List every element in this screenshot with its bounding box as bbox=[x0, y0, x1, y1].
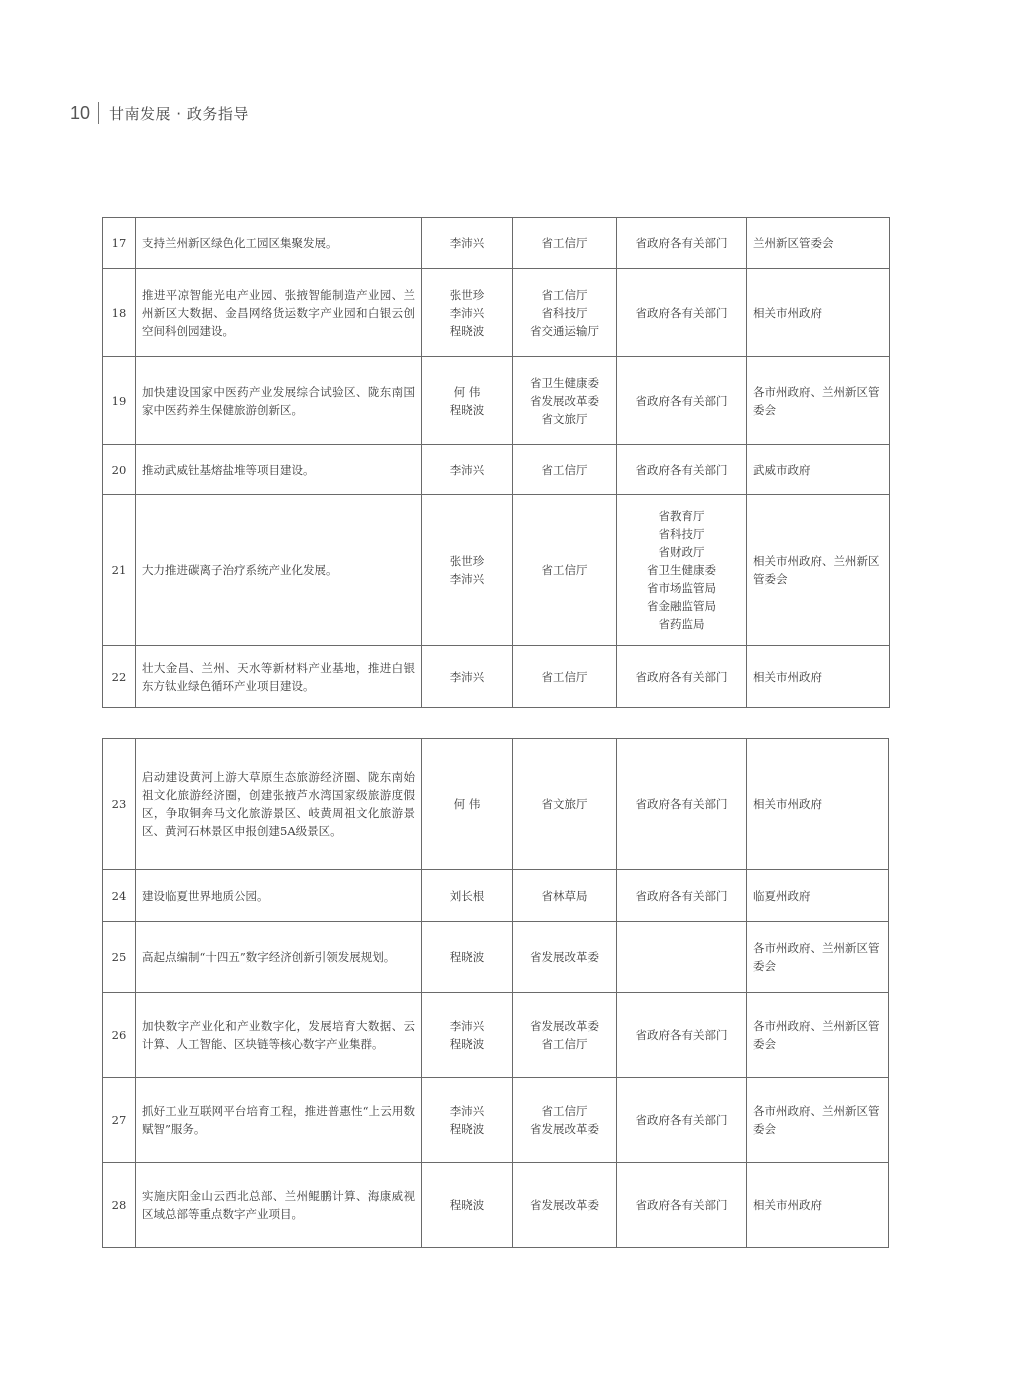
row-number: 24 bbox=[103, 870, 136, 922]
responsible-leader: 李沛兴 bbox=[422, 646, 513, 708]
responsible-leader: 程晓波 bbox=[422, 1163, 513, 1248]
table-row bbox=[103, 218, 890, 269]
local-authority: 相关市州政府 bbox=[747, 739, 889, 870]
row-number: 19 bbox=[103, 357, 136, 445]
cooperating-unit: 省政府各有关部门 bbox=[617, 739, 747, 870]
responsible-leader: 张世珍 李沛兴 程晓波 bbox=[422, 269, 513, 357]
table-row bbox=[103, 646, 890, 708]
cooperating-unit: 省政府各有关部门 bbox=[617, 218, 747, 269]
responsible-leader: 何 伟 bbox=[422, 739, 513, 870]
table-row bbox=[103, 1163, 889, 1248]
row-number: 21 bbox=[103, 495, 136, 646]
row-number: 17 bbox=[103, 218, 136, 269]
cooperating-unit: 省政府各有关部门 bbox=[617, 269, 747, 357]
local-authority: 临夏州政府 bbox=[747, 870, 889, 922]
task-content: 高起点编制“十四五”数字经济创新引领发展规划。 bbox=[136, 922, 422, 993]
responsible-leader: 张世珍 李沛兴 bbox=[422, 495, 513, 646]
table-row bbox=[103, 870, 889, 922]
local-authority: 武威市政府 bbox=[747, 445, 890, 495]
cooperating-unit: 省政府各有关部门 bbox=[617, 646, 747, 708]
lead-unit: 省工信厅 bbox=[513, 495, 617, 646]
cooperating-unit: 省政府各有关部门 bbox=[617, 993, 747, 1078]
local-authority: 各市州政府、兰州新区管委会 bbox=[747, 993, 889, 1078]
lead-unit: 省工信厅 省发展改革委 bbox=[513, 1078, 617, 1163]
task-table-1 bbox=[102, 217, 890, 708]
lead-unit: 省文旅厅 bbox=[513, 739, 617, 870]
local-authority: 各市州政府、兰州新区管委会 bbox=[747, 357, 890, 445]
task-content: 加快建设国家中医药产业发展综合试验区、陇东南国家中医药养生保健旅游创新区。 bbox=[136, 357, 422, 445]
local-authority: 兰州新区管委会 bbox=[747, 218, 890, 269]
page-number: 10 bbox=[70, 102, 91, 123]
local-authority: 相关市州政府 bbox=[747, 646, 890, 708]
table-row bbox=[103, 495, 890, 646]
lead-unit: 省发展改革委 bbox=[513, 1163, 617, 1248]
task-content: 实施庆阳金山云西北总部、兰州鲲鹏计算、海康威视区域总部等重点数字产业项目。 bbox=[136, 1163, 422, 1248]
row-number: 20 bbox=[103, 445, 136, 495]
lead-unit: 省工信厅 bbox=[513, 445, 617, 495]
lead-unit: 省卫生健康委 省发展改革委 省文旅厅 bbox=[513, 357, 617, 445]
task-content: 大力推进碳离子治疗系统产业化发展。 bbox=[136, 495, 422, 646]
task-content: 建设临夏世界地质公园。 bbox=[136, 870, 422, 922]
lead-unit: 省工信厅 bbox=[513, 646, 617, 708]
responsible-leader: 李沛兴 bbox=[422, 218, 513, 269]
row-number: 27 bbox=[103, 1078, 136, 1163]
responsible-leader: 何 伟 程晓波 bbox=[422, 357, 513, 445]
page-header bbox=[70, 99, 249, 127]
table-row bbox=[103, 1078, 889, 1163]
cooperating-unit: 省政府各有关部门 bbox=[617, 1163, 747, 1248]
row-number: 28 bbox=[103, 1163, 136, 1248]
cooperating-unit: 省教育厅 省科技厅 省财政厅 省卫生健康委 省市场监管局 省金融监管局 省药监局 bbox=[617, 495, 747, 646]
responsible-leader: 刘长根 bbox=[422, 870, 513, 922]
publication-title: 甘南发展 · 政务指导 bbox=[109, 104, 249, 123]
local-authority: 各市州政府、兰州新区管委会 bbox=[747, 1078, 889, 1163]
task-content: 支持兰州新区绿色化工园区集聚发展。 bbox=[136, 218, 422, 269]
lead-unit: 省发展改革委 bbox=[513, 922, 617, 993]
lead-unit: 省工信厅 bbox=[513, 218, 617, 269]
responsible-leader: 李沛兴 程晓波 bbox=[422, 993, 513, 1078]
task-content: 壮大金昌、兰州、天水等新材料产业基地，推进白银东方钛业绿色循环产业项目建设。 bbox=[136, 646, 422, 708]
task-content: 推进平凉智能光电产业园、张掖智能制造产业园、兰州新区大数据、金昌网络货运数字产业园和白银云创空间科创园建设。 bbox=[136, 269, 422, 357]
task-table-2 bbox=[102, 738, 889, 1248]
header-divider bbox=[98, 102, 99, 124]
table-row bbox=[103, 993, 889, 1078]
row-number: 26 bbox=[103, 993, 136, 1078]
responsible-leader: 程晓波 bbox=[422, 922, 513, 993]
local-authority: 相关市州政府、兰州新区管委会 bbox=[747, 495, 890, 646]
table-row bbox=[103, 357, 890, 445]
local-authority: 相关市州政府 bbox=[747, 269, 890, 357]
row-number: 23 bbox=[103, 739, 136, 870]
lead-unit: 省工信厅 省科技厅 省交通运输厅 bbox=[513, 269, 617, 357]
row-number: 18 bbox=[103, 269, 136, 357]
task-content: 加快数字产业化和产业数字化，发展培育大数据、云计算、人工智能、区块链等核心数字产业集群。 bbox=[136, 993, 422, 1078]
cooperating-unit bbox=[617, 922, 747, 993]
lead-unit: 省林草局 bbox=[513, 870, 617, 922]
row-number: 22 bbox=[103, 646, 136, 708]
local-authority: 相关市州政府 bbox=[747, 1163, 889, 1248]
task-content: 推动武威钍基熔盐堆等项目建设。 bbox=[136, 445, 422, 495]
table-row bbox=[103, 922, 889, 993]
local-authority: 各市州政府、兰州新区管委会 bbox=[747, 922, 889, 993]
cooperating-unit: 省政府各有关部门 bbox=[617, 445, 747, 495]
table-row bbox=[103, 445, 890, 495]
task-content: 启动建设黄河上游大草原生态旅游经济圈、陇东南始祖文化旅游经济圈，创建张掖芦水湾国家级旅游度假区，争取铜奔马文化旅游景区、岐黄周祖文化旅游景区、黄河石林景区申报创建5A级景区。 bbox=[136, 739, 422, 870]
cooperating-unit: 省政府各有关部门 bbox=[617, 870, 747, 922]
table-row bbox=[103, 269, 890, 357]
row-number: 25 bbox=[103, 922, 136, 993]
table-row bbox=[103, 739, 889, 870]
responsible-leader: 李沛兴 bbox=[422, 445, 513, 495]
responsible-leader: 李沛兴 程晓波 bbox=[422, 1078, 513, 1163]
cooperating-unit: 省政府各有关部门 bbox=[617, 357, 747, 445]
lead-unit: 省发展改革委 省工信厅 bbox=[513, 993, 617, 1078]
cooperating-unit: 省政府各有关部门 bbox=[617, 1078, 747, 1163]
task-content: 抓好工业互联网平台培育工程，推进普惠性“上云用数赋智”服务。 bbox=[136, 1078, 422, 1163]
